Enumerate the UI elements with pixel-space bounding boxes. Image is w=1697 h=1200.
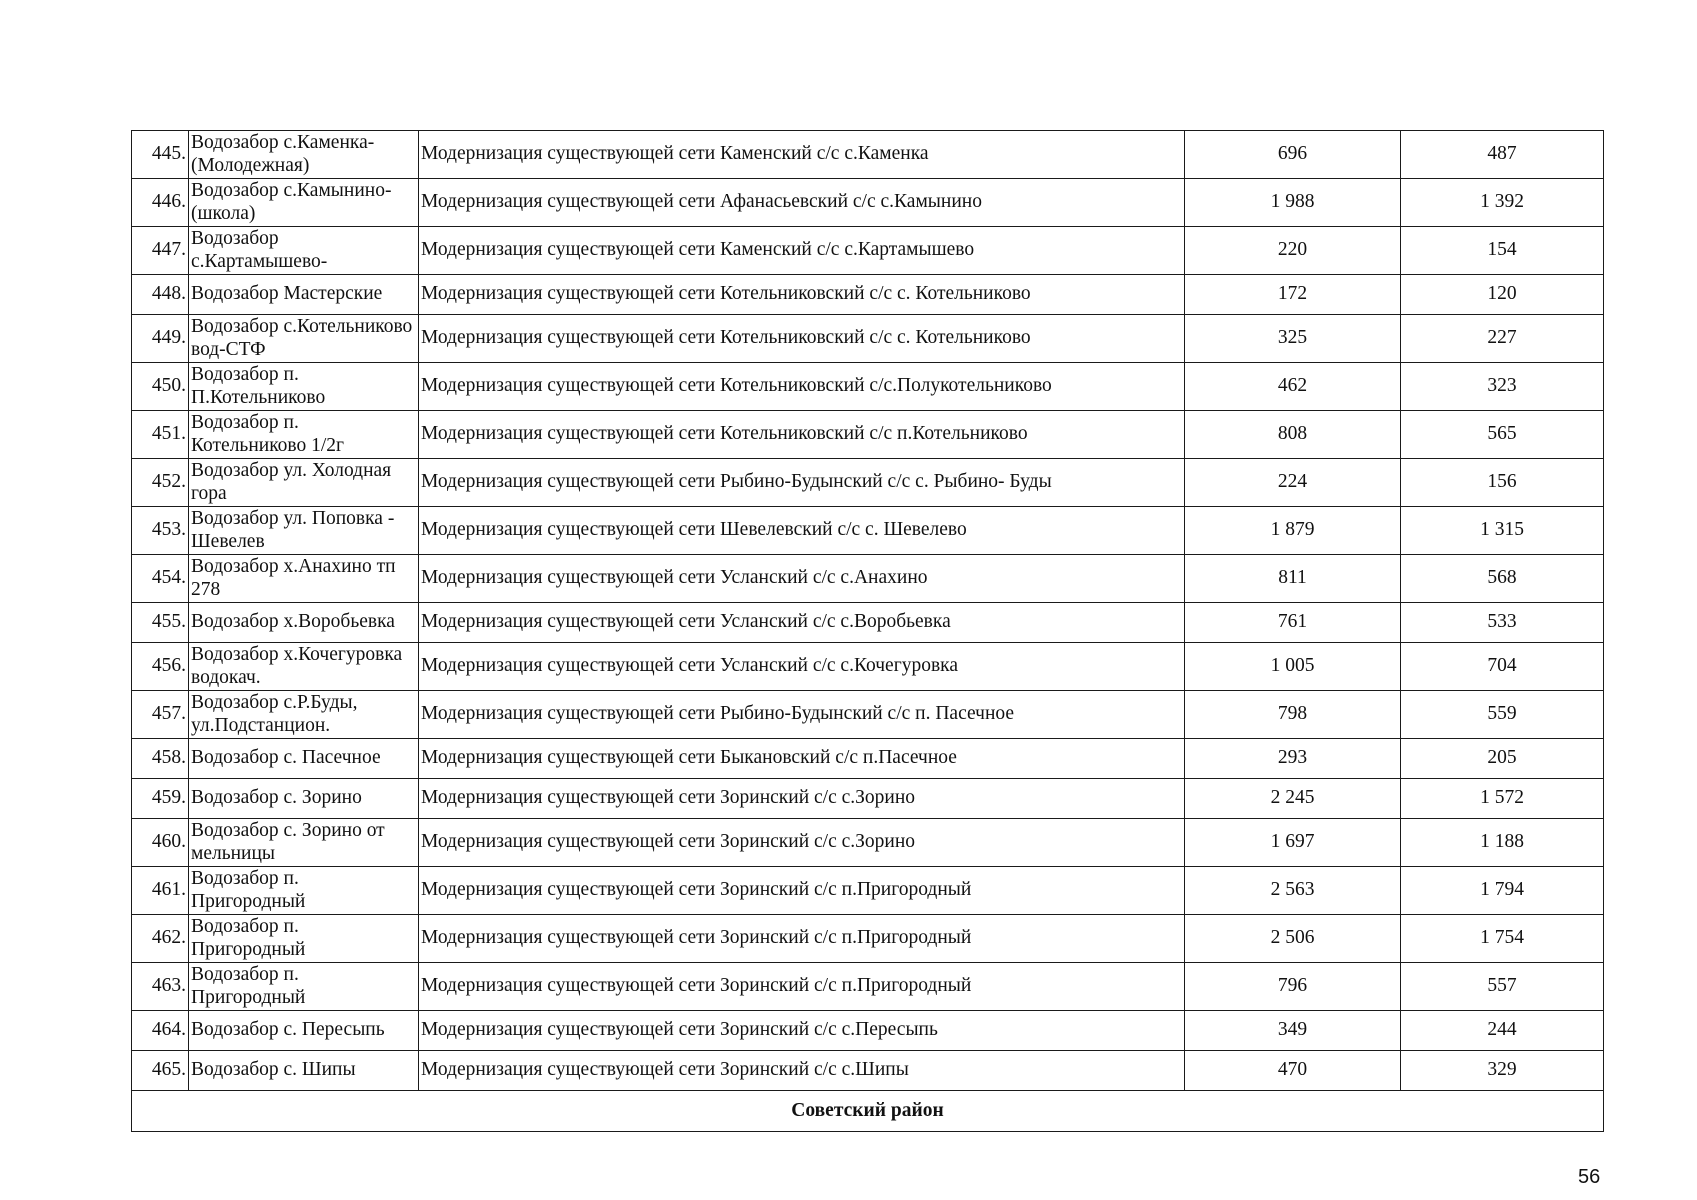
value-1-cell: 470 — [1185, 1051, 1401, 1091]
value-2-cell: 1 794 — [1401, 867, 1604, 915]
table-row — [132, 131, 1604, 179]
table-row — [132, 459, 1604, 507]
description-cell: Модернизация существующей сети Усланский с/с с.Кочегуровка — [419, 643, 1185, 691]
value-1-cell: 293 — [1185, 739, 1401, 779]
value-1-cell: 696 — [1185, 131, 1401, 179]
description-cell: Модернизация существующей сети Котельниковский с/с с. Котельниково — [419, 315, 1185, 363]
intake-name-cell: Водозабор ул. Холодная гора — [189, 459, 419, 507]
description-cell: Модернизация существующей сети Каменский с/с с.Картамышево — [419, 227, 1185, 275]
row-number-cell: 453. — [132, 507, 189, 555]
table-body — [132, 131, 1604, 1132]
row-number-cell: 449. — [132, 315, 189, 363]
table-row — [132, 1051, 1604, 1091]
intake-name-cell: Водозабор с. Пасечное — [189, 739, 419, 779]
description-cell: Модернизация существующей сети Усланский с/с с.Воробьевка — [419, 603, 1185, 643]
value-1-cell: 1 879 — [1185, 507, 1401, 555]
intake-name-cell: Водозабор ул. Поповка - Шевелев — [189, 507, 419, 555]
table-row — [132, 363, 1604, 411]
row-number-cell: 465. — [132, 1051, 189, 1091]
row-number-cell: 456. — [132, 643, 189, 691]
table-row — [132, 603, 1604, 643]
description-cell: Модернизация существующей сети Котельниковский с/с.Полукотельниково — [419, 363, 1185, 411]
value-2-cell: 323 — [1401, 363, 1604, 411]
value-1-cell: 761 — [1185, 603, 1401, 643]
table-row — [132, 739, 1604, 779]
value-1-cell: 1 005 — [1185, 643, 1401, 691]
description-cell: Модернизация существующей сети Быкановский с/с п.Пасечное — [419, 739, 1185, 779]
value-2-cell: 244 — [1401, 1011, 1604, 1051]
value-1-cell: 796 — [1185, 963, 1401, 1011]
table-row — [132, 1011, 1604, 1051]
value-2-cell: 120 — [1401, 275, 1604, 315]
value-1-cell: 172 — [1185, 275, 1401, 315]
section-row — [132, 1091, 1604, 1132]
value-2-cell: 557 — [1401, 963, 1604, 1011]
intake-name-cell: Водозабор п. П.Котельниково — [189, 363, 419, 411]
row-number-cell: 451. — [132, 411, 189, 459]
table-row — [132, 643, 1604, 691]
table-row — [132, 179, 1604, 227]
table-row — [132, 555, 1604, 603]
value-1-cell: 462 — [1185, 363, 1401, 411]
table-row — [132, 227, 1604, 275]
intake-name-cell: Водозабор п. Котельниково 1/2г — [189, 411, 419, 459]
row-number-cell: 460. — [132, 819, 189, 867]
intake-name-cell: Водозабор п. Пригородный — [189, 963, 419, 1011]
row-number-cell: 452. — [132, 459, 189, 507]
value-2-cell: 1 188 — [1401, 819, 1604, 867]
intake-name-cell: Водозабор с.Картамышево- — [189, 227, 419, 275]
intake-name-cell: Водозабор с. Зорино от мельницы — [189, 819, 419, 867]
value-2-cell: 565 — [1401, 411, 1604, 459]
intake-name-cell: Водозабор с. Зорино — [189, 779, 419, 819]
value-1-cell: 2 245 — [1185, 779, 1401, 819]
value-1-cell: 2 506 — [1185, 915, 1401, 963]
row-number-cell: 457. — [132, 691, 189, 739]
row-number-cell: 464. — [132, 1011, 189, 1051]
description-cell: Модернизация существующей сети Котельниковский с/с п.Котельниково — [419, 411, 1185, 459]
row-number-cell: 461. — [132, 867, 189, 915]
intake-name-cell: Водозабор п. Пригородный — [189, 867, 419, 915]
table-row — [132, 819, 1604, 867]
description-cell: Модернизация существующей сети Рыбино-Будынский с/с п. Пасечное — [419, 691, 1185, 739]
value-2-cell: 1 754 — [1401, 915, 1604, 963]
intake-name-cell: Водозабор х.Анахино тп 278 — [189, 555, 419, 603]
page-number: 56 — [1578, 1166, 1601, 1188]
description-cell: Модернизация существующей сети Зоринский с/с с.Зорино — [419, 779, 1185, 819]
row-number-cell: 445. — [132, 131, 189, 179]
table-row — [132, 275, 1604, 315]
table-row — [132, 963, 1604, 1011]
intake-name-cell: Водозабор с. Шипы — [189, 1051, 419, 1091]
table-row — [132, 867, 1604, 915]
value-2-cell: 1 392 — [1401, 179, 1604, 227]
row-number-cell: 448. — [132, 275, 189, 315]
value-1-cell: 349 — [1185, 1011, 1401, 1051]
row-number-cell: 459. — [132, 779, 189, 819]
table-row — [132, 507, 1604, 555]
table-row — [132, 691, 1604, 739]
row-number-cell: 458. — [132, 739, 189, 779]
intake-name-cell: Водозабор с. Пересыпь — [189, 1011, 419, 1051]
value-2-cell: 533 — [1401, 603, 1604, 643]
row-number-cell: 462. — [132, 915, 189, 963]
value-2-cell: 156 — [1401, 459, 1604, 507]
value-2-cell: 154 — [1401, 227, 1604, 275]
row-number-cell: 463. — [132, 963, 189, 1011]
value-2-cell: 704 — [1401, 643, 1604, 691]
value-2-cell: 1 572 — [1401, 779, 1604, 819]
value-2-cell: 487 — [1401, 131, 1604, 179]
value-1-cell: 798 — [1185, 691, 1401, 739]
value-1-cell: 2 563 — [1185, 867, 1401, 915]
value-1-cell: 325 — [1185, 315, 1401, 363]
description-cell: Модернизация существующей сети Зоринский с/с п.Пригородный — [419, 915, 1185, 963]
description-cell: Модернизация существующей сети Афанасьевский с/с с.Камынино — [419, 179, 1185, 227]
row-number-cell: 454. — [132, 555, 189, 603]
description-cell: Модернизация существующей сети Шевелевский с/с с. Шевелево — [419, 507, 1185, 555]
description-cell: Модернизация существующей сети Зоринский с/с с.Пересыпь — [419, 1011, 1185, 1051]
value-2-cell: 568 — [1401, 555, 1604, 603]
description-cell: Модернизация существующей сети Рыбино-Будынский с/с с. Рыбино- Буды — [419, 459, 1185, 507]
intake-name-cell: Водозабор Мастерские — [189, 275, 419, 315]
intake-name-cell: Водозабор х.Кочегуровка водокач. — [189, 643, 419, 691]
description-cell: Модернизация существующей сети Зоринский с/с п.Пригородный — [419, 963, 1185, 1011]
table-row — [132, 315, 1604, 363]
intake-name-cell: Водозабор п. Пригородный — [189, 915, 419, 963]
value-2-cell: 227 — [1401, 315, 1604, 363]
value-1-cell: 808 — [1185, 411, 1401, 459]
row-number-cell: 455. — [132, 603, 189, 643]
value-1-cell: 224 — [1185, 459, 1401, 507]
table-row — [132, 779, 1604, 819]
value-2-cell: 329 — [1401, 1051, 1604, 1091]
value-1-cell: 220 — [1185, 227, 1401, 275]
value-2-cell: 1 315 — [1401, 507, 1604, 555]
intake-name-cell: Водозабор х.Воробьевка — [189, 603, 419, 643]
description-cell: Модернизация существующей сети Зоринский с/с с.Шипы — [419, 1051, 1185, 1091]
description-cell: Модернизация существующей сети Зоринский с/с п.Пригородный — [419, 867, 1185, 915]
water-intake-table — [131, 130, 1604, 1132]
section-title: Советский район — [132, 1091, 1604, 1132]
row-number-cell: 446. — [132, 179, 189, 227]
value-1-cell: 1 697 — [1185, 819, 1401, 867]
value-2-cell: 205 — [1401, 739, 1604, 779]
value-2-cell: 559 — [1401, 691, 1604, 739]
intake-name-cell: Водозабор с.Котельниково вод-СТФ — [189, 315, 419, 363]
description-cell: Модернизация существующей сети Котельниковский с/с с. Котельниково — [419, 275, 1185, 315]
value-1-cell: 811 — [1185, 555, 1401, 603]
description-cell: Модернизация существующей сети Каменский с/с с.Каменка — [419, 131, 1185, 179]
row-number-cell: 450. — [132, 363, 189, 411]
table-row — [132, 411, 1604, 459]
table-row — [132, 915, 1604, 963]
intake-name-cell: Водозабор с.Р.Буды, ул.Подстанцион. — [189, 691, 419, 739]
intake-name-cell: Водозабор с.Каменка-(Молодежная) — [189, 131, 419, 179]
intake-name-cell: Водозабор с.Камынино-(школа) — [189, 179, 419, 227]
value-1-cell: 1 988 — [1185, 179, 1401, 227]
description-cell: Модернизация существующей сети Усланский с/с с.Анахино — [419, 555, 1185, 603]
row-number-cell: 447. — [132, 227, 189, 275]
description-cell: Модернизация существующей сети Зоринский с/с с.Зорино — [419, 819, 1185, 867]
